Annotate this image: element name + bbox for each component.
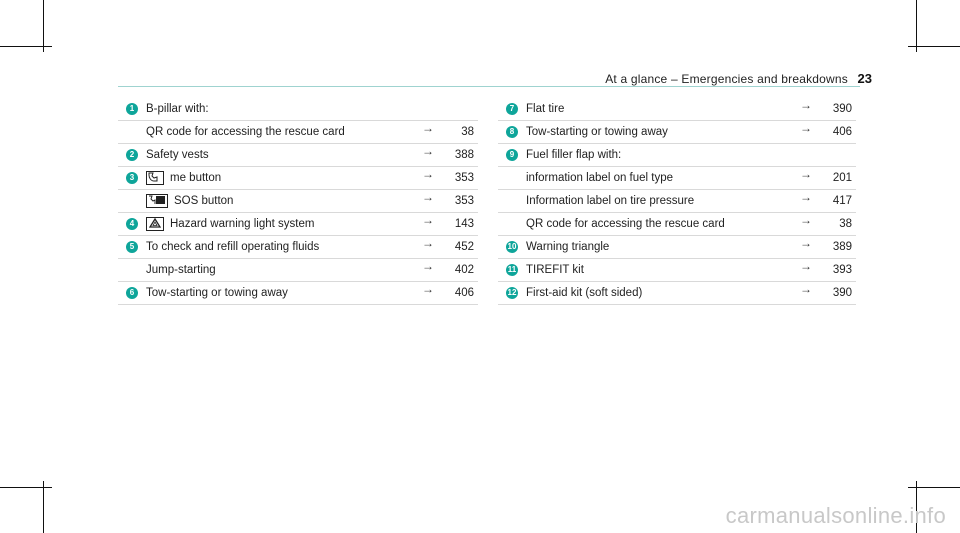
item-label: First-aid kit (soft sided)	[526, 287, 643, 299]
item-label: Tow-starting or towing away	[146, 287, 288, 299]
arrow-icon: →	[422, 282, 434, 296]
sos-icon	[146, 194, 168, 208]
page-ref[interactable]: 38	[839, 218, 852, 230]
item-label: Tow-starting or towing away	[526, 126, 668, 138]
list-item[interactable]	[118, 282, 478, 305]
page-ref[interactable]: 38	[461, 126, 474, 138]
arrow-icon: →	[800, 190, 812, 204]
page-ref[interactable]: 417	[832, 195, 852, 207]
item-label: Hazard warning light system	[170, 218, 315, 230]
item-label: TIREFIT kit	[526, 264, 584, 276]
item-label: SOS button	[174, 195, 234, 207]
arrow-icon: →	[422, 190, 434, 204]
crop-mark	[0, 487, 52, 488]
item-number-badge: 5	[126, 241, 138, 253]
page-ref[interactable]: 389	[832, 241, 852, 253]
page-ref[interactable]: 353	[454, 195, 474, 207]
item-label: me button	[170, 172, 222, 184]
page-ref[interactable]: 406	[832, 126, 852, 138]
page-ref[interactable]: 406	[454, 287, 474, 299]
item-label: Jump-starting	[146, 264, 216, 276]
item-number-badge: 6	[126, 287, 138, 299]
page-ref[interactable]: 143	[454, 218, 474, 230]
watermark-text: carmanualsonline.info	[725, 503, 946, 528]
crop-mark	[0, 46, 52, 47]
arrow-icon: →	[800, 282, 812, 296]
item-number-badge: 2	[126, 149, 138, 161]
page-ref[interactable]: 390	[832, 287, 852, 299]
item-label: B-pillar with:	[146, 103, 209, 115]
item-label: Safety vests	[146, 149, 209, 161]
arrow-icon: →	[422, 144, 434, 158]
hazard-triangle-icon	[146, 217, 164, 231]
item-label: Warning triangle	[526, 241, 610, 253]
item-label-wrap	[146, 213, 314, 235]
arrow-icon: →	[422, 213, 434, 227]
item-label-wrap	[146, 167, 221, 189]
page-ref[interactable]: 452	[454, 241, 474, 253]
item-label: QR code for accessing the rescue card	[526, 218, 725, 230]
phone-me-icon	[146, 171, 164, 185]
page-ref[interactable]: 393	[832, 264, 852, 276]
item-number-badge: 3	[126, 172, 138, 184]
page-ref[interactable]: 388	[454, 149, 474, 161]
item-number-badge: 4	[126, 218, 138, 230]
header-divider	[118, 86, 860, 87]
item-number-badge: 8	[506, 126, 518, 138]
page-ref[interactable]: 390	[832, 103, 852, 115]
arrow-icon: →	[800, 167, 812, 181]
list-item[interactable]	[498, 282, 856, 305]
arrow-icon: →	[422, 167, 434, 181]
arrow-icon: →	[800, 121, 812, 135]
arrow-icon: →	[800, 213, 812, 227]
item-label: To check and refill operating fluids	[146, 241, 320, 253]
crop-mark	[43, 481, 44, 533]
crop-mark	[43, 0, 44, 52]
item-number-badge: 12	[507, 288, 517, 297]
arrow-icon: →	[800, 236, 812, 250]
item-number-badge: 11	[507, 265, 517, 274]
list-item[interactable]	[498, 121, 856, 144]
crop-mark	[916, 0, 917, 52]
item-number-badge: 10	[507, 242, 517, 251]
page-number: 23	[857, 71, 872, 86]
arrow-icon: →	[800, 98, 812, 112]
page-ref[interactable]: 402	[454, 264, 474, 276]
arrow-icon: →	[422, 121, 434, 135]
left-column	[118, 98, 478, 305]
item-label: information label on fuel type	[526, 172, 674, 184]
page-header-title: At a glance – Emergencies and breakdowns	[605, 72, 848, 86]
item-number-badge: 1	[126, 103, 138, 115]
page-ref[interactable]: 201	[832, 172, 852, 184]
item-number-badge: 9	[506, 149, 518, 161]
item-label-wrap	[146, 190, 233, 212]
right-column	[498, 98, 856, 305]
page-ref[interactable]: 353	[454, 172, 474, 184]
item-number-badge: 7	[506, 103, 518, 115]
arrow-icon: →	[800, 259, 812, 273]
item-label: Fuel filler flap with:	[526, 149, 622, 161]
item-label: Flat tire	[526, 103, 565, 115]
arrow-icon: →	[422, 259, 434, 273]
item-label: QR code for accessing the rescue card	[146, 126, 345, 138]
item-label: Information label on tire pressure	[526, 195, 695, 207]
arrow-icon: →	[422, 236, 434, 250]
